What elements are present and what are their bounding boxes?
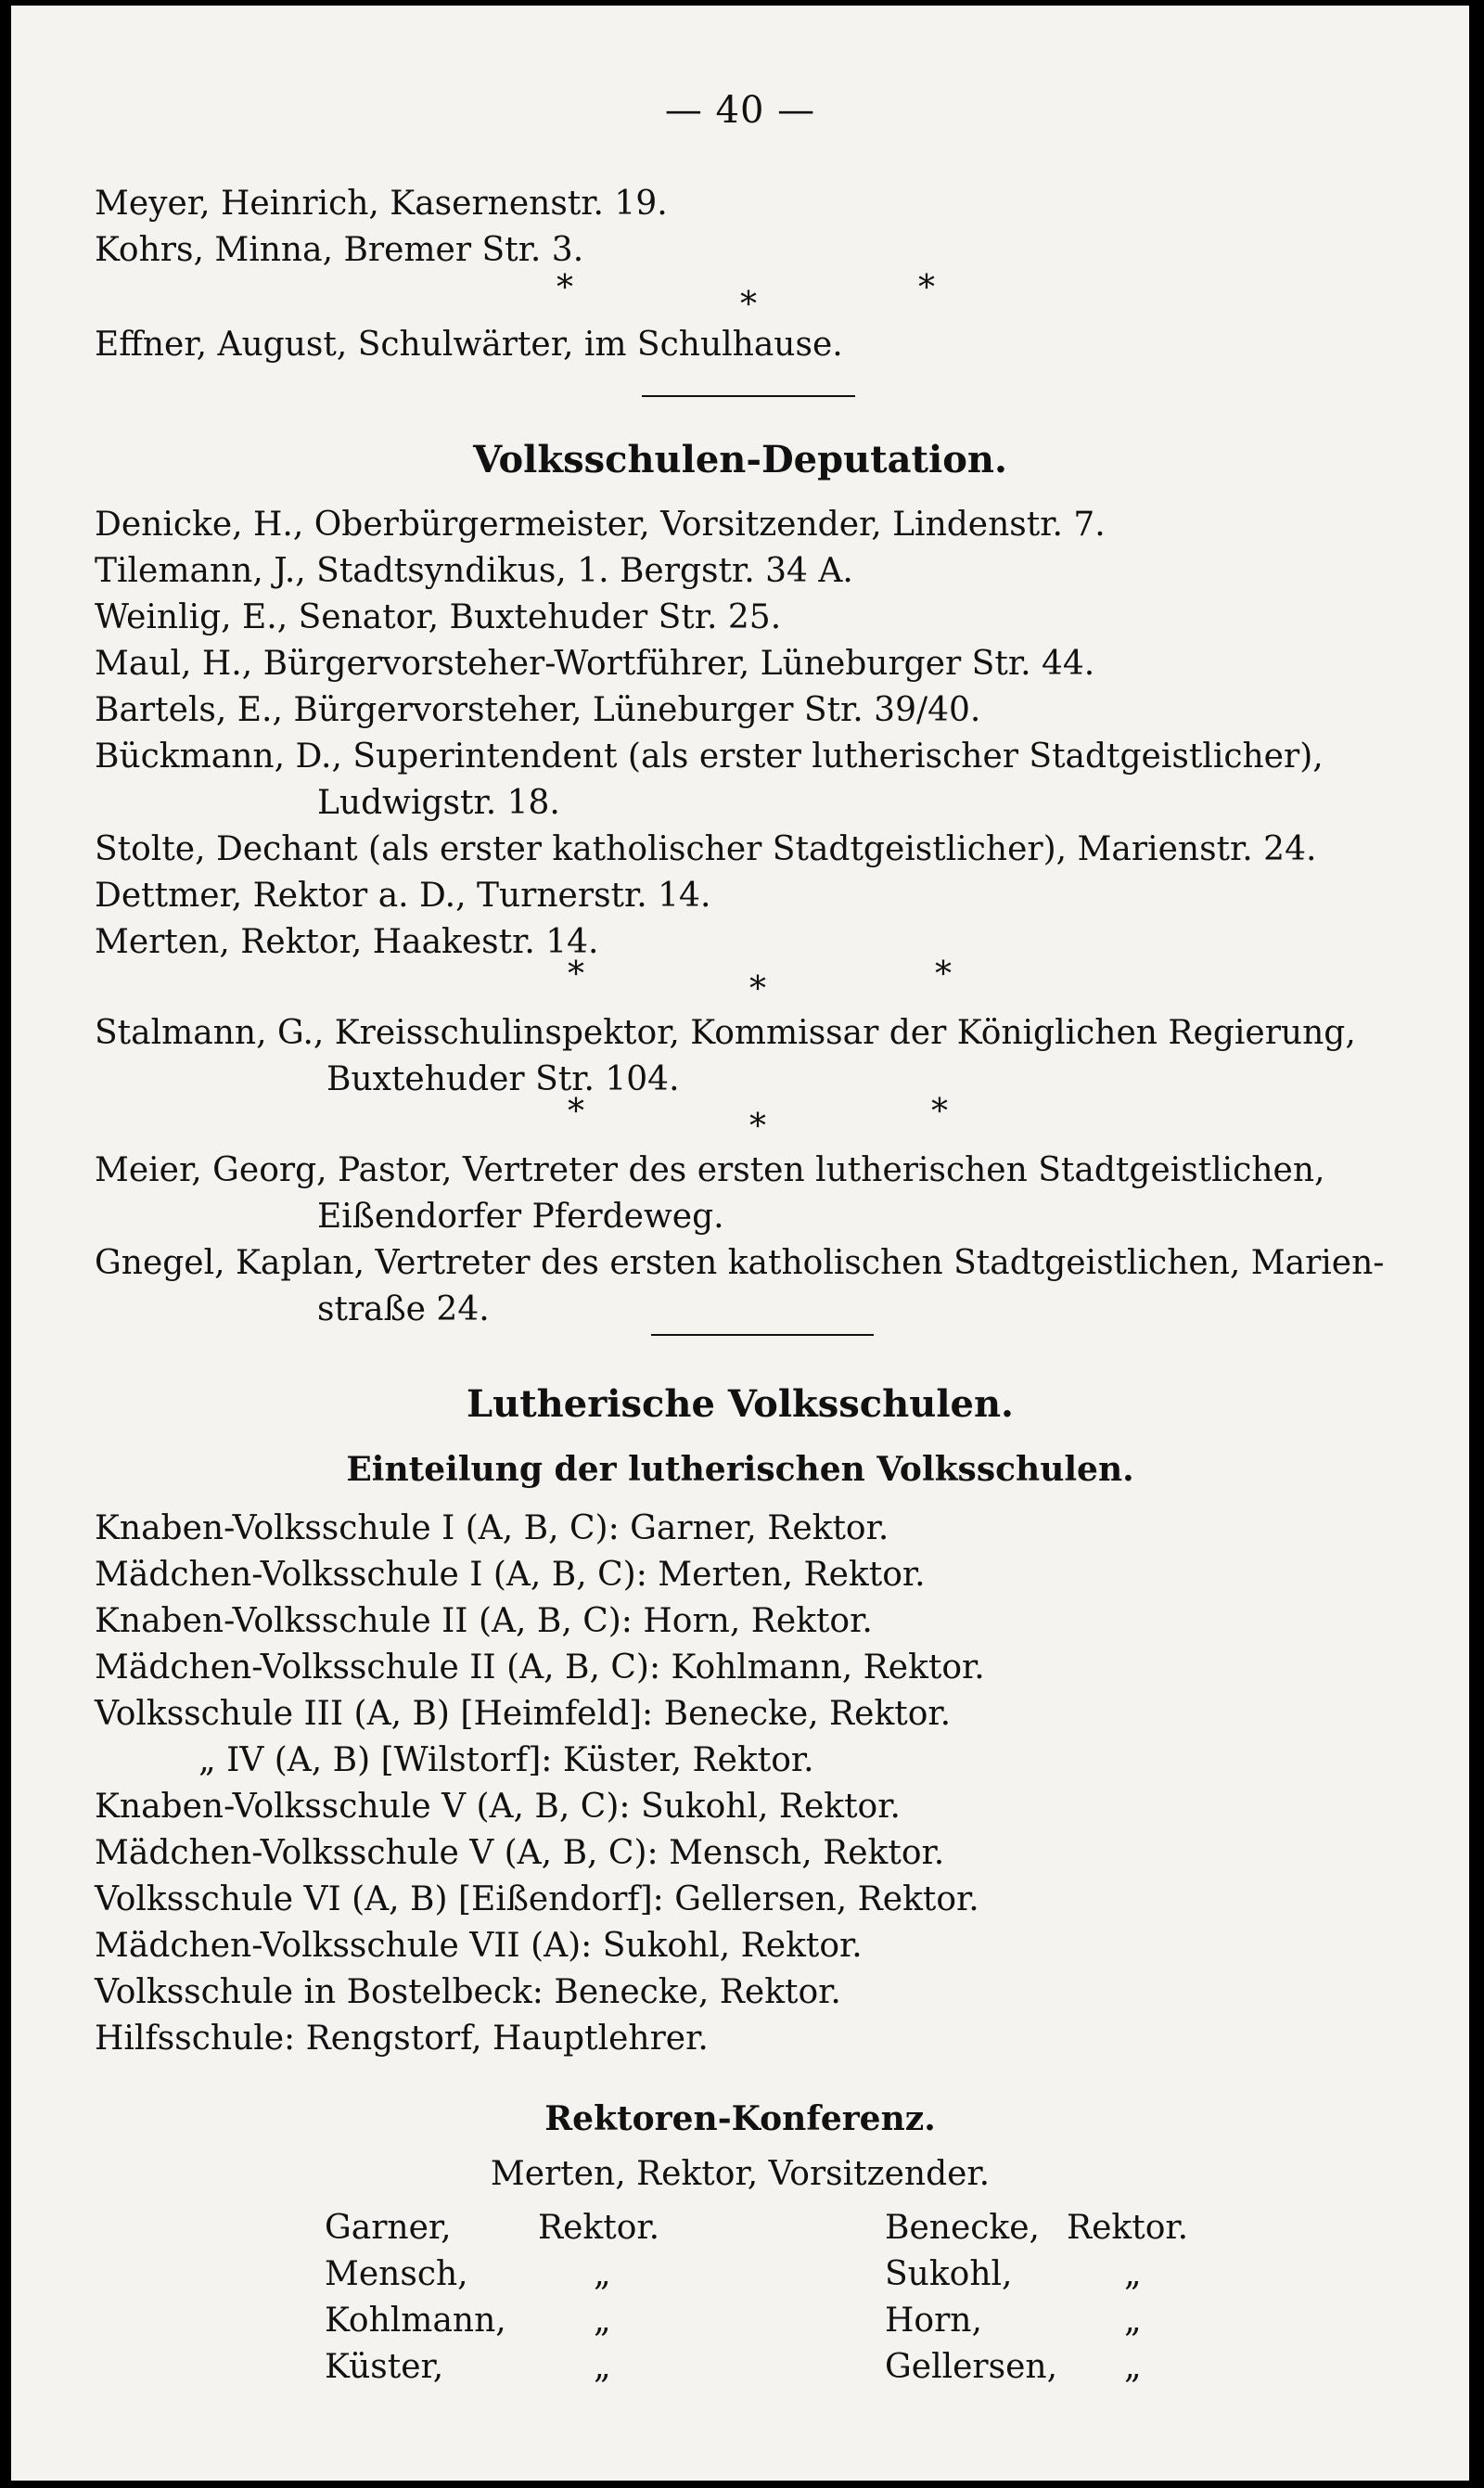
school-entry: Volksschule VI (A, B) [Eißendorf]: Gellersen, Rektor. <box>95 1880 979 1918</box>
star: * <box>931 1093 948 1131</box>
school-entry: Knaben-Volksschule II (A, B, C): Horn, Rektor. <box>95 1602 873 1640</box>
divider <box>651 1334 874 1336</box>
divider <box>642 395 855 397</box>
member-name: Garner, <box>325 2209 452 2247</box>
member-title: „ <box>1124 2348 1142 2386</box>
star-separator <box>11 955 1469 1011</box>
deputation-entry: Bartels, E., Bürgervorsteher, Lüneburger Str. 39/40. <box>95 691 981 729</box>
school-entry: „ IV (A, B) [Wilstorf]: Küster, Rektor. <box>198 1741 814 1779</box>
school-entry: Volksschule III (A, B) [Heimfeld]: Benecke, Rektor. <box>95 1695 952 1733</box>
page-number: — 40 — <box>664 89 816 132</box>
star-separator <box>11 269 1469 325</box>
member-name: Horn, <box>885 2302 982 2340</box>
star: * <box>935 955 952 994</box>
member-title: „ <box>594 2302 611 2340</box>
member-title: „ <box>1124 2302 1142 2340</box>
member-name: Sukohl, <box>885 2255 1013 2293</box>
star: * <box>749 1108 766 1146</box>
deputation-entry: Tilemann, J., Stadtsyndikus, 1. Bergstr. 34 A. <box>95 552 853 590</box>
deputation-entry: Maul, H., Bürgervorsteher-Wortführer, Lüneburger Str. 44. <box>95 645 1095 683</box>
deputation-entry: Bückmann, D., Superintendent (als erster lutherischer Stadtgeistlicher), <box>95 737 1324 776</box>
entry-line: Meyer, Heinrich, Kasernenstr. 19. <box>95 185 668 223</box>
deputation-entry: Weinlig, E., Senator, Buxtehuder Str. 25. <box>95 598 782 636</box>
substitute-entry: Gnegel, Kaplan, Vertreter des ersten katholischen Stadtgeistlichen, Marien- <box>95 1244 1385 1282</box>
entry-line: Kohrs, Minna, Bremer Str. 3. <box>95 231 584 269</box>
school-entry: Mädchen-Volksschule VII (A): Sukohl, Rektor. <box>95 1927 863 1965</box>
member-name: Gellersen, <box>885 2348 1058 2386</box>
deputation-entry: Stolte, Dechant (als erster katholischer Stadtgeistlicher), Marienstr. 24. <box>95 830 1317 868</box>
school-entry: Knaben-Volksschule V (A, B, C): Sukohl, Rektor. <box>95 1788 901 1826</box>
star-separator <box>11 1093 1469 1148</box>
member-title: „ <box>594 2255 611 2293</box>
star: * <box>568 1093 584 1131</box>
conference-members <box>11 2208 1469 2430</box>
member-name: Kohlmann, <box>325 2302 506 2340</box>
deputation-entry: Dettmer, Rektor a. D., Turnerstr. 14. <box>95 877 711 915</box>
star: * <box>568 955 584 994</box>
conference-chair: Merten, Rektor, Vorsitzender. <box>490 2155 991 2193</box>
school-entry: Mädchen-Volksschule I (A, B, C): Merten, Rektor. <box>95 1556 926 1594</box>
member-name: Mensch, <box>325 2255 468 2293</box>
school-entry: Hilfsschule: Rengstorf, Hauptlehrer. <box>95 2020 709 2058</box>
school-entry: Mädchen-Volksschule II (A, B, C): Kohlmann, Rektor. <box>95 1648 985 1686</box>
school-entry: Knaben-Volksschule I (A, B, C): Garner, Rektor. <box>95 1509 889 1547</box>
deputation-entry: Denicke, H., Oberbürgermeister, Vorsitzender, Lindenstr. 7. <box>95 506 1106 544</box>
substitute-entry: Meier, Georg, Pastor, Vertreter des ersten lutherischen Stadtgeistlichen, <box>95 1151 1325 1189</box>
star: * <box>918 269 935 307</box>
schulwaerter-entry: Effner, August, Schulwärter, im Schulhause. <box>95 326 843 364</box>
inspector-entry-continued: Buxtehuder Str. 104. <box>326 1060 680 1098</box>
substitute-entry-continued: straße 24. <box>317 1290 490 1328</box>
section-heading-deputation: Volksschulen-Deputation. <box>473 438 1007 481</box>
member-title: Rektor. <box>1067 2209 1189 2247</box>
member-name: Küster, <box>325 2348 444 2386</box>
member-name: Benecke, <box>885 2209 1040 2247</box>
section-heading-conference: Rektoren-Konferenz. <box>544 2099 936 2138</box>
member-title: „ <box>1124 2255 1142 2293</box>
deputation-entry: Merten, Rektor, Haakestr. 14. <box>95 923 599 961</box>
star: * <box>740 286 757 324</box>
star: * <box>749 970 766 1008</box>
section-heading-lutheran: Lutherische Volksschulen. <box>467 1382 1014 1426</box>
member-title: Rektor. <box>538 2209 660 2247</box>
school-entry: Mädchen-Volksschule V (A, B, C): Mensch, Rektor. <box>95 1834 945 1872</box>
deputation-entry-continued: Ludwigstr. 18. <box>317 784 560 822</box>
document-page <box>11 6 1469 2481</box>
star: * <box>556 269 573 307</box>
section-subheading-lutheran: Einteilung der lutherischen Volksschulen. <box>346 1450 1134 1489</box>
substitute-entry-continued: Eißendorfer Pferdeweg. <box>317 1198 724 1236</box>
inspector-entry: Stalmann, G., Kreisschulinspektor, Kommissar der Königlichen Regierung, <box>95 1014 1356 1052</box>
member-title: „ <box>594 2348 611 2386</box>
school-entry: Volksschule in Bostelbeck: Benecke, Rektor. <box>95 1973 841 2011</box>
